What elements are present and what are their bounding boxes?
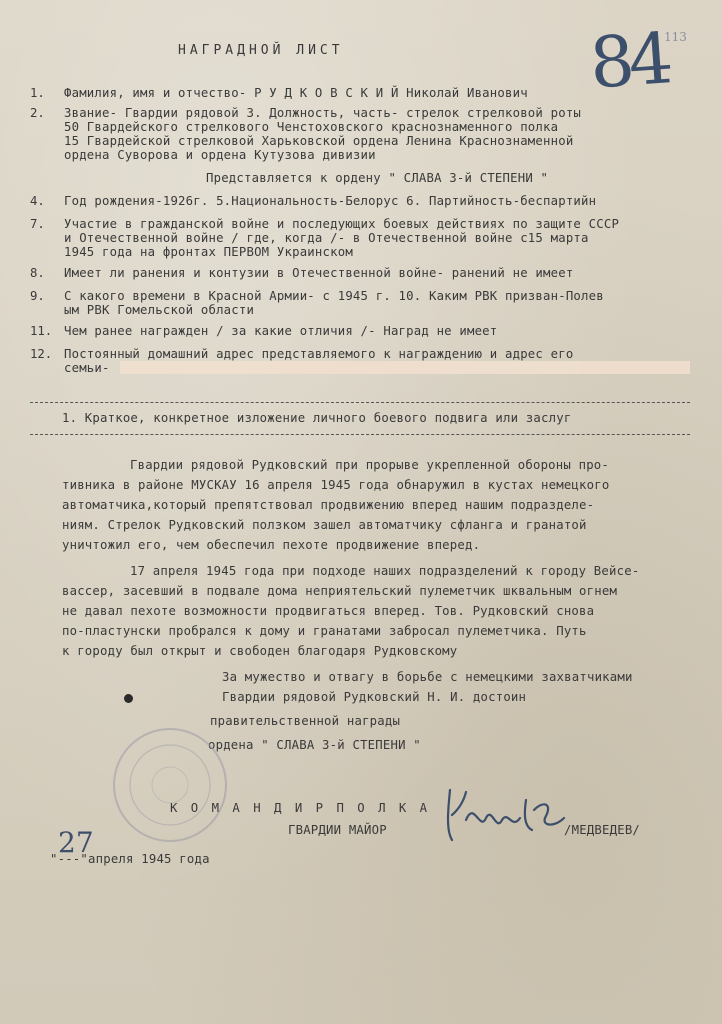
item-line: Звание- Гвардии рядовой 3. Должность, часть- стрелок стрелковой роты	[64, 106, 582, 120]
item-number: 7.	[30, 217, 45, 231]
document-title: НАГРАДНОЙ ЛИСТ	[178, 43, 344, 58]
item-line: Фамилия, имя и отчество- Р У Д К О В С К И Й Николай Иванович	[64, 86, 528, 100]
body-line: Гвардии рядовой Рудковский при прорыве укрепленной обороны про-	[130, 458, 610, 472]
item-line: Постоянный домашний адрес представляемого к награждению и адрес его	[64, 347, 574, 361]
item-number: 4.	[30, 194, 45, 208]
item-number: 12.	[30, 347, 53, 361]
body-line: автоматчика,который препятствовал продвижению вперед нашим подразделе-	[62, 498, 595, 512]
corner-number: 113	[664, 30, 687, 44]
commander-signature	[440, 770, 580, 860]
commander-title: К О М А Н Д И Р П О Л К А	[170, 801, 431, 815]
conclusion-line: правительственной награды	[210, 714, 401, 728]
redacted-address	[120, 361, 690, 374]
item-line: Участие в гражданской войне и последующих боевых действиях по защите СССР	[64, 217, 620, 231]
conclusion-line: ордена " СЛАВА 3-й СТЕПЕНИ "	[208, 738, 421, 752]
body-line: не давал пехоте возможности продвигаться вперед. Тов. Рудковский снова	[62, 604, 595, 618]
item-line: Чем ранее награжден / за какие отличия /- Наград не имеет	[64, 324, 498, 338]
item-line: Год рождения-1926г. 5.Национальность-Белорус 6. Партийность-беспартийн	[64, 194, 597, 208]
handwritten-number: 84	[587, 17, 670, 105]
item-line: 1945 года на фронтах ПЕРВОМ Украинском	[64, 245, 353, 259]
divider-line	[30, 434, 690, 435]
section-heading: 1. Краткое, конкретное изложение личного боевого подвига или заслуг	[62, 411, 572, 425]
divider-line	[30, 402, 690, 403]
item-line: 15 Гвардейской стрелковой Харьковской ордена Ленина Краснознаменной	[64, 134, 574, 148]
item-line: ым РВК Гомельской области	[64, 303, 255, 317]
body-line: тивника в районе МУСКАУ 16 апреля 1945 года обнаружил в кустах немецкого	[62, 478, 610, 492]
presented-line: Представляется к ордену " СЛАВА 3-й СТЕПЕНИ "	[206, 171, 549, 185]
item-line: Имеет ли ранения и контузии в Отечественной войне- ранений не имеет	[64, 266, 574, 280]
item-line: семьи-	[64, 361, 110, 375]
body-line: 17 апреля 1945 года при подходе наших подразделений к городу Вейсе-	[130, 564, 640, 578]
item-line: ордена Суворова и ордена Кутузова дивизии	[64, 148, 376, 162]
item-number: 2.	[30, 106, 45, 120]
item-line: 50 Гвардейского стрелкового Ченстоховского краснознаменного полка	[64, 120, 559, 134]
conclusion-line: Гвардии рядовой Рудковский Н. И. достоин	[222, 690, 527, 704]
hole-mark	[124, 694, 133, 703]
body-line: уничтожил его, чем обеспечил пехоте продвижение вперед.	[62, 538, 481, 552]
date-line: "---"апреля 1945 года	[50, 852, 210, 866]
body-line: по-пластунски пробрался к дому и гранатами забросал пулеметчика. Путь	[62, 624, 587, 638]
body-line: к городу был открыт и свободен благодаря Рудковскому	[62, 644, 458, 658]
official-stamp	[110, 725, 230, 845]
item-number: 9.	[30, 289, 45, 303]
body-line: ниям. Стрелок Рудковский ползком зашел автоматчику сфланга и гранатой	[62, 518, 587, 532]
date-day: 27	[58, 826, 94, 859]
commander-name: /МЕДВЕДЕВ/	[564, 823, 641, 837]
item-number: 11.	[30, 324, 53, 338]
body-line: вассер, засевший в подвале дома неприятельский пулеметчик шквальным огнем	[62, 584, 618, 598]
commander-rank: ГВАРДИИ МАЙОР	[288, 823, 387, 837]
item-number: 8.	[30, 266, 45, 280]
item-number: 1.	[30, 86, 45, 100]
conclusion-line: За мужество и отвагу в борьбе с немецкими захватчиками	[222, 670, 633, 684]
item-line: и Отечественной войне / где, когда /- в Отечественной войне с15 марта	[64, 231, 589, 245]
item-line: С какого времени в Красной Армии- с 1945 г. 10. Каким РВК призван-Полев	[64, 289, 604, 303]
